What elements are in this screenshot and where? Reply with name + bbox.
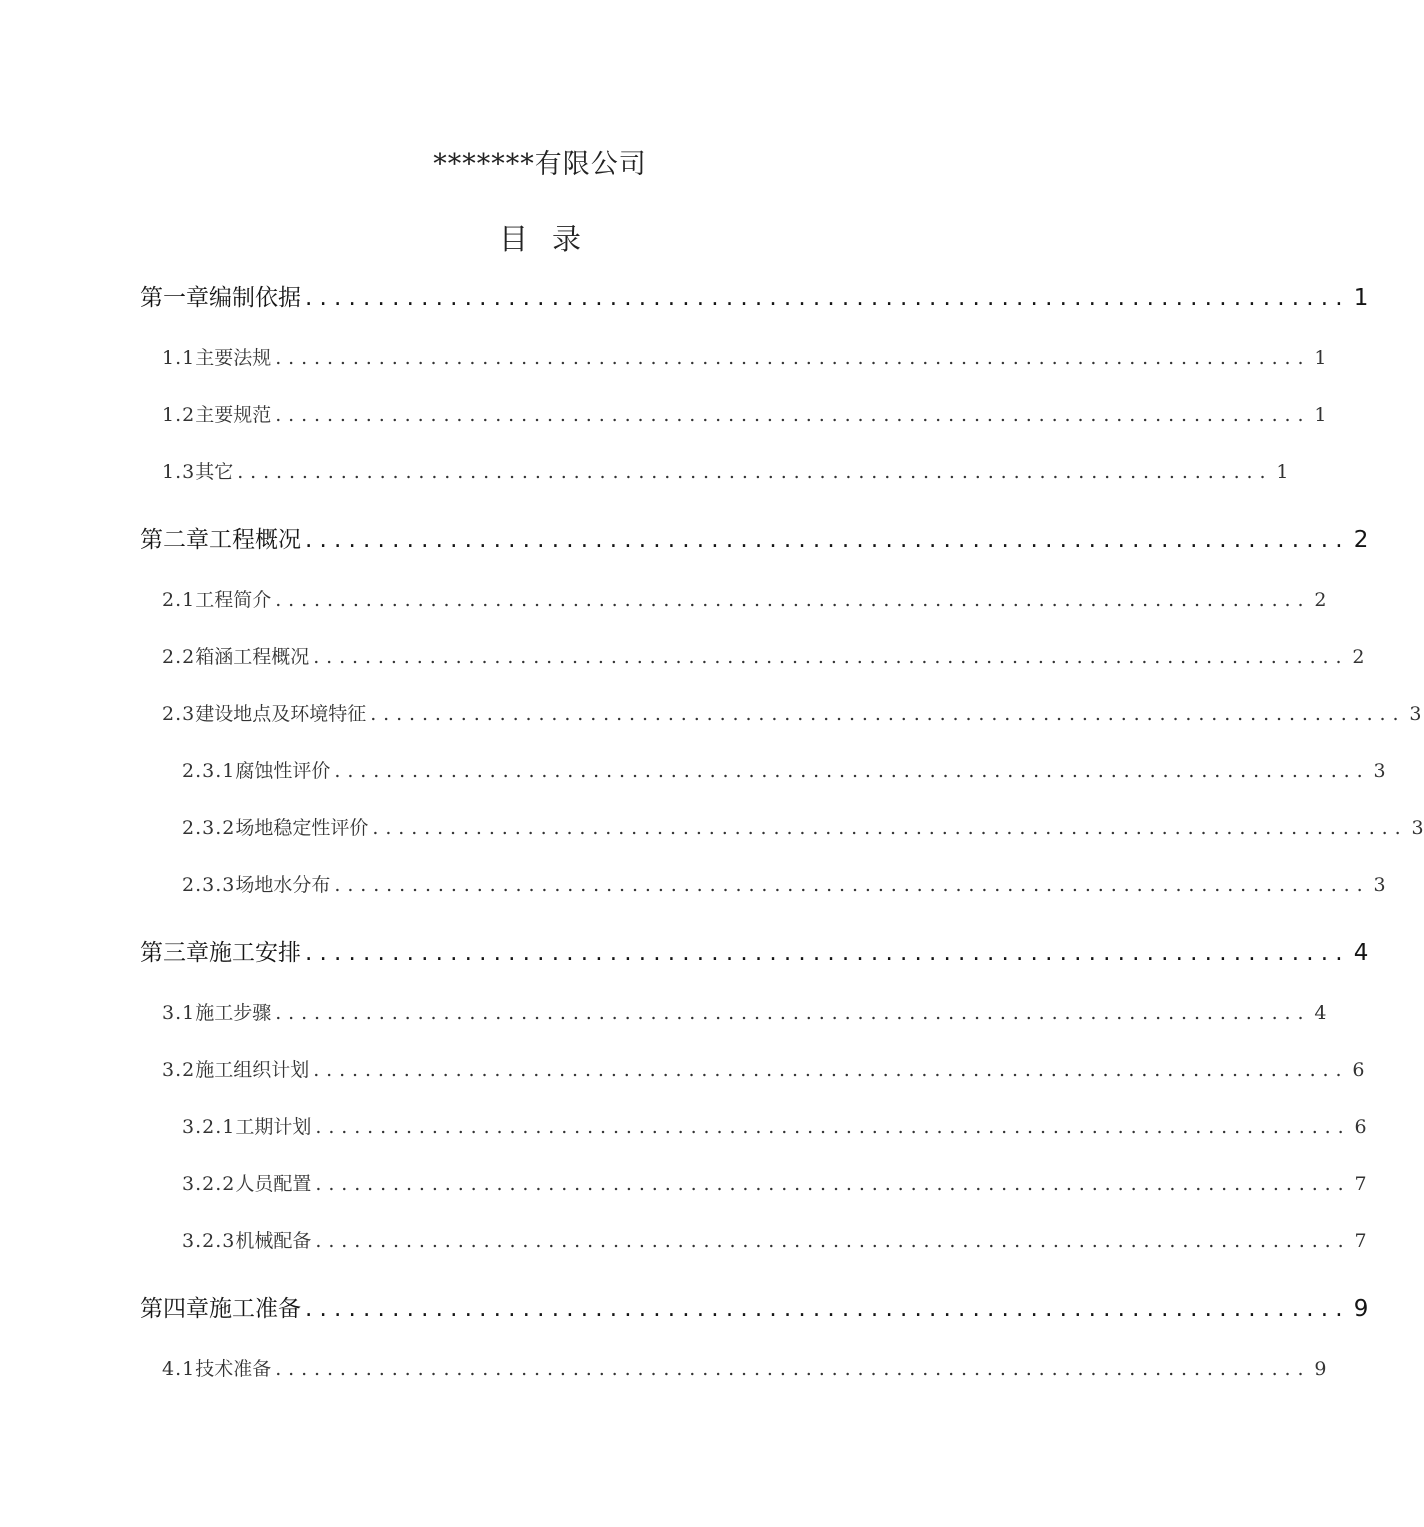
toc-page-number: 3 — [1411, 817, 1424, 839]
toc-leader-dots: ........................................................................ — [305, 940, 1350, 966]
toc-entry-title: 技术准备 — [195, 1358, 272, 1380]
toc-number: 第三章 — [140, 940, 209, 966]
toc-entry-title: 机械配备 — [235, 1230, 312, 1252]
toc-number: 3.2.1 — [182, 1116, 236, 1138]
toc-number: 4.1 — [162, 1358, 196, 1380]
toc-chapter-4[interactable] — [140, 1290, 1369, 1324]
toc-section-4-1[interactable] — [162, 1354, 1327, 1388]
toc-section-1-3[interactable] — [162, 457, 1289, 491]
toc-leader-dots: ................................................................................ — [275, 404, 1311, 426]
toc-entry-title: 主要规范 — [195, 404, 272, 426]
toc-entry-title: 施工准备 — [209, 1296, 301, 1322]
toc-subsection-3-2-1[interactable] — [182, 1112, 1367, 1146]
toc-leader-dots: ................................................................................ — [275, 1002, 1311, 1024]
toc-entry-title: 人员配置 — [235, 1173, 312, 1195]
toc-entry-title: 建设地点及环境特征 — [195, 703, 367, 725]
toc-leader-dots: ................................................................................ — [275, 347, 1311, 369]
toc-number: 2.3.1 — [182, 760, 236, 782]
toc-subsection-3-2-3[interactable] — [182, 1226, 1367, 1260]
toc-leader-dots: ........................................................................ — [305, 285, 1350, 311]
toc-leader-dots: ........................................................................ — [305, 527, 1350, 553]
toc-number: 2.3.2 — [182, 817, 236, 839]
toc-title: 目录 — [498, 222, 605, 256]
toc-entry-title: 编制依据 — [209, 285, 301, 311]
toc-leader-dots: ................................................................................ — [370, 703, 1406, 725]
toc-leader-dots: ........................................................................ — [305, 1296, 1350, 1322]
toc-subsection-3-2-2[interactable] — [182, 1169, 1367, 1203]
toc-entry-title: 主要法规 — [195, 347, 272, 369]
toc-number: 1.3 — [162, 461, 196, 483]
toc-page-number: 2 — [1352, 646, 1365, 668]
toc-chapter-2[interactable] — [140, 521, 1369, 555]
toc-page-number: 4 — [1353, 940, 1369, 966]
toc-subsection-2-3-1[interactable] — [182, 756, 1386, 790]
toc-subsection-2-3-2[interactable] — [182, 813, 1424, 847]
toc-number: 2.1 — [162, 589, 196, 611]
toc-leader-dots: ................................................................................ — [315, 1230, 1351, 1252]
toc-section-1-2[interactable] — [162, 400, 1327, 434]
toc-number: 第一章 — [140, 285, 209, 311]
toc-leader-dots: ................................................................................ — [315, 1173, 1351, 1195]
toc-page-number: 7 — [1354, 1230, 1367, 1252]
toc-page-number: 3 — [1373, 874, 1386, 896]
toc-leader-dots: ................................................................................ — [372, 817, 1408, 839]
toc-entry-title: 施工组织计划 — [195, 1059, 310, 1081]
toc-page-number: 1 — [1314, 404, 1327, 426]
toc-page-number: 2 — [1353, 527, 1369, 553]
toc-page-number: 9 — [1353, 1296, 1369, 1322]
toc-entry-title: 施工安排 — [209, 940, 301, 966]
toc-entry-title: 腐蚀性评价 — [235, 760, 331, 782]
toc-page-number: 7 — [1354, 1173, 1367, 1195]
toc-entry-title: 工程概况 — [209, 527, 301, 553]
toc-page-number: 3 — [1373, 760, 1386, 782]
toc-page-number: 4 — [1314, 1002, 1327, 1024]
toc-entry-title: 工程简介 — [195, 589, 272, 611]
toc-page-number: 1 — [1276, 461, 1289, 483]
toc-number: 1.2 — [162, 404, 196, 426]
toc-page-number: 6 — [1352, 1059, 1365, 1081]
toc-section-3-2[interactable] — [162, 1055, 1365, 1089]
toc-number: 第二章 — [140, 527, 209, 553]
toc-section-2-2[interactable] — [162, 642, 1365, 676]
toc-leader-dots: ................................................................................ — [237, 461, 1273, 483]
toc-leader-dots: ................................................................................ — [315, 1116, 1351, 1138]
toc-number: 2.2 — [162, 646, 196, 668]
toc-number: 3.2 — [162, 1059, 196, 1081]
toc-leader-dots: ................................................................................ — [275, 1358, 1311, 1380]
toc-number: 2.3 — [162, 703, 196, 725]
toc-section-2-3[interactable] — [162, 699, 1422, 733]
toc-subsection-2-3-3[interactable] — [182, 870, 1386, 904]
toc-page-number: 1 — [1314, 347, 1327, 369]
toc-leader-dots: ................................................................................ — [334, 760, 1370, 782]
toc-leader-dots: ................................................................................ — [275, 589, 1311, 611]
toc-chapter-3[interactable] — [140, 934, 1369, 968]
toc-number: 3.2.3 — [182, 1230, 236, 1252]
toc-entry-title: 其它 — [195, 461, 234, 483]
toc-section-2-1[interactable] — [162, 585, 1327, 619]
toc-number: 2.3.3 — [182, 874, 236, 896]
toc-page-number: 6 — [1354, 1116, 1367, 1138]
toc-number: 第四章 — [140, 1296, 209, 1322]
toc-page-number: 2 — [1314, 589, 1327, 611]
toc-entry-title: 场地水分布 — [235, 874, 331, 896]
toc-number: 3.1 — [162, 1002, 196, 1024]
toc-entry-title: 箱涵工程概况 — [195, 646, 310, 668]
toc-chapter-1[interactable] — [140, 279, 1369, 313]
toc-entry-title: 工期计划 — [235, 1116, 312, 1138]
toc-page-number: 3 — [1409, 703, 1422, 725]
company-name: *******有限公司 — [433, 149, 647, 180]
toc-entry-title: 场地稳定性评价 — [235, 817, 369, 839]
toc-section-1-1[interactable] — [162, 343, 1327, 377]
toc-leader-dots: ................................................................................ — [313, 646, 1349, 668]
toc-number: 3.2.2 — [182, 1173, 236, 1195]
toc-entry-title: 施工步骤 — [195, 1002, 272, 1024]
toc-leader-dots: ................................................................................ — [334, 874, 1370, 896]
toc-number: 1.1 — [162, 347, 196, 369]
toc-leader-dots: ................................................................................ — [313, 1059, 1349, 1081]
toc-section-3-1[interactable] — [162, 998, 1327, 1032]
toc-page-number: 9 — [1314, 1358, 1327, 1380]
toc-page-number: 1 — [1353, 285, 1369, 311]
